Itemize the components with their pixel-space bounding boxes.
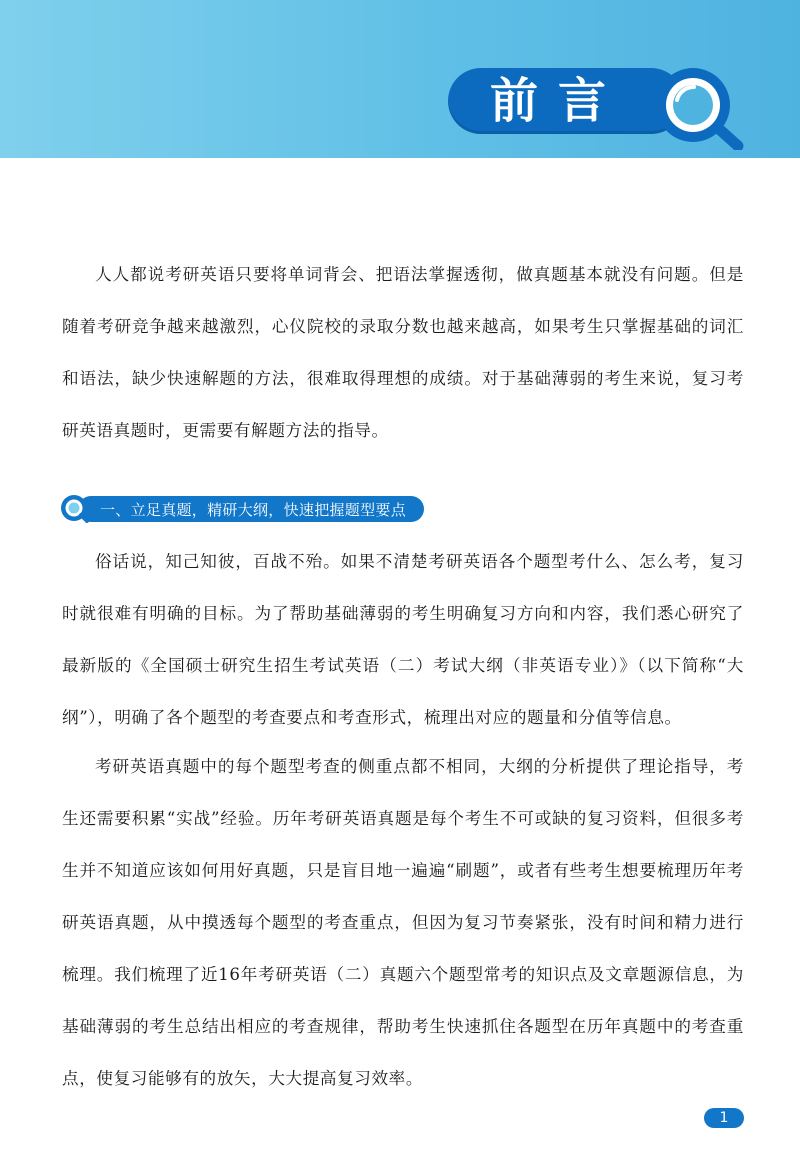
magnifier-icon xyxy=(650,62,746,150)
magnifier-icon xyxy=(60,494,90,524)
page-title: 前言 xyxy=(490,73,627,129)
intro-paragraph: 人人都说考研英语只要将单词背会、把语法掌握透彻，做真题基本就没有问题。但是随着考研竞争越来越激烈，心仪院校的录取分数也越来越高，如果考生只掌握基础的词汇和语法，缺少快速解题的方法，很难取得理想的成绩。对于基础薄弱的考生来说，复习考研英语真题时，更需要有解题方法的指导。 xyxy=(62,265,744,440)
section1-paragraph-1: 俗话说，知己知彼，百战不殆。如果不清楚考研英语各个题型考什么、怎么考，复习时就很难有明确的目标。为了帮助基础薄弱的考生明确复习方向和内容，我们悉心研究了最新版的《全国硕士研究生招生考试英语（二）考试大纲（非英语专业）》（以下简称“大纲”），明确了各个题型的考查要点和考查形式，梳理出对应的题量和分值等信息。 xyxy=(62,552,744,727)
section-heading: 一、立足真题，精研大纲，快速把握题型要点 xyxy=(78,496,424,522)
page-number: 1 xyxy=(704,1108,744,1128)
section1-paragraph-2: 考研英语真题中的每个题型考查的侧重点都不相同，大纲的分析提供了理论指导，考生还需要积累“实战”经验。历年考研英语真题是每个考生不可或缺的复习资料，但很多考生并不知道应该如何用好真题，只是盲目地一遍遍“刷题”，或者有些考生想要梳理历年考研英语真题，从中摸透每个题型的考查重点，但因为复习节奏紧张，没有时间和精力进行梳理。我们梳理了近16年考研英语（二）真题六个题型常考的知识点及文章题源信息，为基础薄弱的考生总结出相应的考查规律，帮助考生快速抓住各题型在历年真题中的考查重点，使复习能够有的放矢，大大提高复习效率。 xyxy=(62,757,744,1088)
section-heading-tag xyxy=(60,494,424,524)
